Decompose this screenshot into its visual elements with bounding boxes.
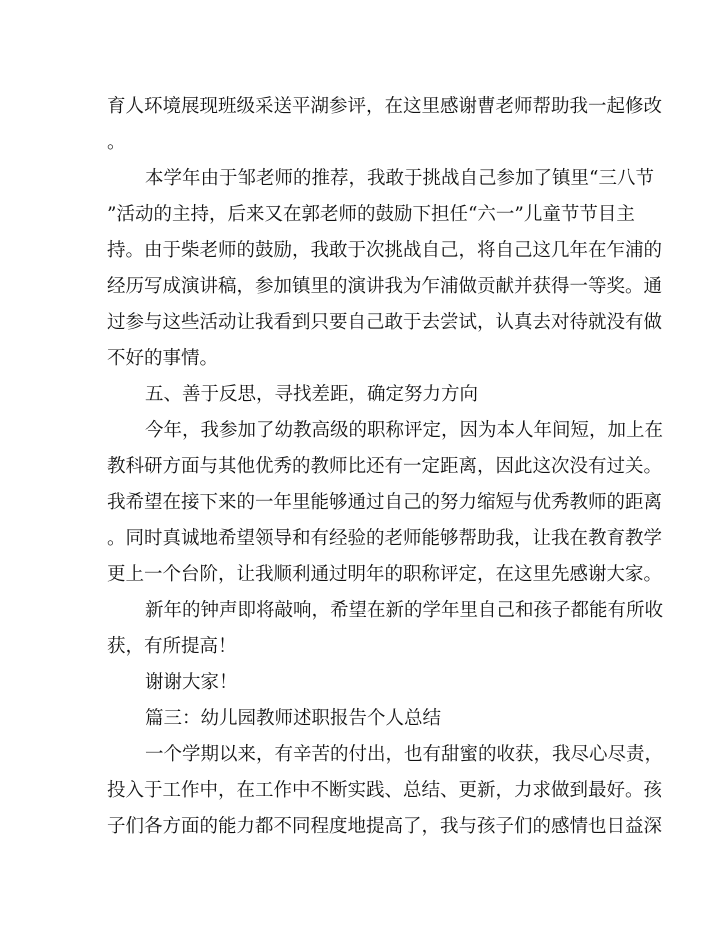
text-line: 新年的钟声即将敲响，希望在新的学年里自己和孩子都能有所收 <box>145 600 664 621</box>
section-heading: 五、善于反思，寻找差距，确定努力方向 <box>145 384 479 405</box>
text-line: 一个学期以来，有辛苦的付出，也有甜蜜的收获，我尽心尽责， <box>145 744 664 765</box>
text-line: 子们各方面的能力都不同程度地提高了，我与孩子们的感情也日益深 <box>107 816 663 837</box>
text-line: 过参与这些活动让我看到只要自己敢于去尝试，认真去对待就没有做 <box>107 312 663 333</box>
text-line: 获，有所提高！ <box>107 636 237 657</box>
text-line: 更上一个台阶，让我顺利通过明年的职称评定，在这里先感谢大家。 <box>107 564 663 585</box>
text-line: 育人环境展现班级采送平湖参评，在这里感谢曹老师帮助我一起修改 <box>107 96 663 117</box>
text-line: 谢谢大家！ <box>145 672 238 693</box>
text-line: 。 <box>107 132 126 153</box>
text-line: 。同时真诚地希望领导和有经验的老师能够帮助我，让我在教育教学 <box>107 528 663 549</box>
text-line: ”活动的主持，后来又在郭老师的鼓励下担任“六一”儿童节节目主 <box>107 204 635 225</box>
text-line: 不好的事情。 <box>107 348 219 369</box>
text-line: 今年，我参加了幼教高级的职称评定，因为本人年间短，加上在 <box>145 420 664 441</box>
text-line: 我希望在接下来的一年里能够通过自己的努力缩短与优秀教师的距离 <box>107 492 663 513</box>
text-line: 经历写成演讲稿，参加镇里的演讲我为乍浦做贡献并获得一等奖。通 <box>107 276 663 297</box>
text-line: 投入于工作中，在工作中不断实践、总结、更新，力求做到最好。孩 <box>107 780 663 801</box>
section-heading: 篇三：幼儿园教师述职报告个人总结 <box>145 708 442 729</box>
text-line: 教科研方面与其他优秀的教师比还有一定距离，因此这次没有过关。 <box>107 456 663 477</box>
text-line: 持。由于柴老师的鼓励，我敢于次挑战自己，将自己这几年在乍浦的 <box>107 240 663 261</box>
text-line: 本学年由于邹老师的推荐，我敢于挑战自己参加了镇里“三八节 <box>145 168 654 189</box>
